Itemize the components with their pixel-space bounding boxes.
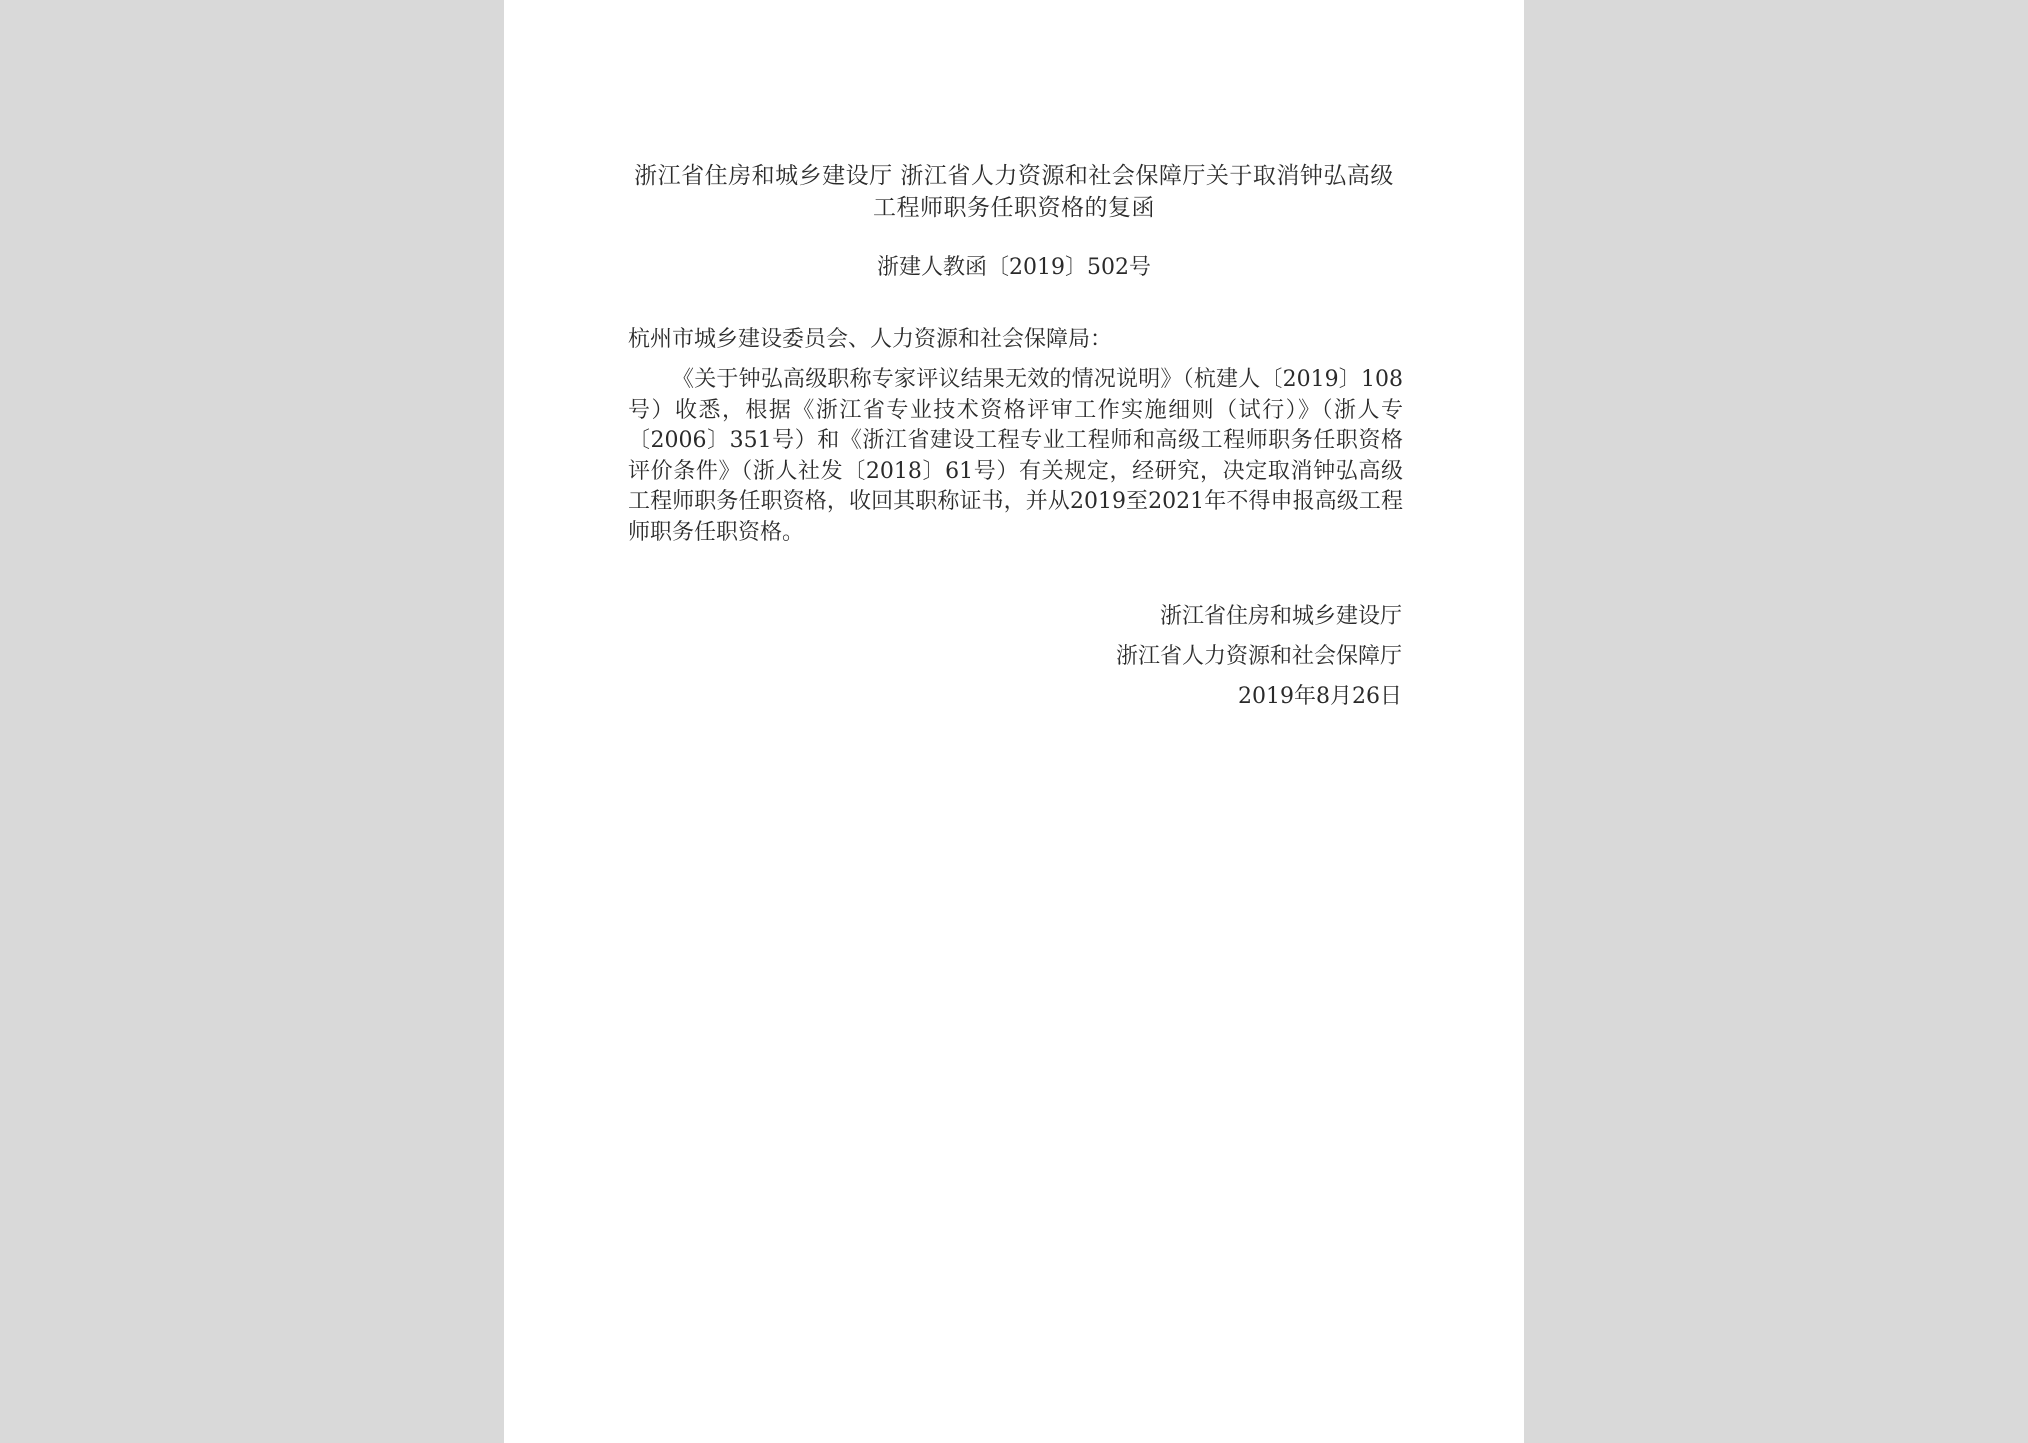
body-paragraph: 《关于钟弘高级职称专家评议结果无效的情况说明》（杭建人〔2019〕108号）收悉，根据《浙江省专业技术资格评审工作实施细则（试行）》（浙人专〔2006〕351号）和《浙江省建设工程专业工程师和高级工程师职务任职资格评价条件》（浙人社发〔2018〕61号）有关规定，经研究，决定取消钟弘高级工程师职务任职资格，收回其职称证书，并从2019至2021年不得申报高级工程师职务任职资格。 <box>628 367 1403 545</box>
signature-date: 2019年8月26日 <box>1238 684 1402 709</box>
document-page <box>504 0 1524 1443</box>
signature-org-hr: 浙江省人力资源和社会保障厅 <box>1115 644 1402 669</box>
recipient-line: 杭州市城乡建设委员会、人力资源和社会保障局： <box>628 327 1113 352</box>
signature-org-housing: 浙江省住房和城乡建设厅 <box>1159 604 1402 629</box>
signature-block <box>1116 597 1402 717</box>
document-number: 浙建人教函〔2019〕502号 <box>877 255 1151 280</box>
document-title: 浙江省住房和城乡建设厅 浙江省人力资源和社会保障厅关于取消钟弘高级工程师职务任职资格的复函 <box>634 163 1394 221</box>
